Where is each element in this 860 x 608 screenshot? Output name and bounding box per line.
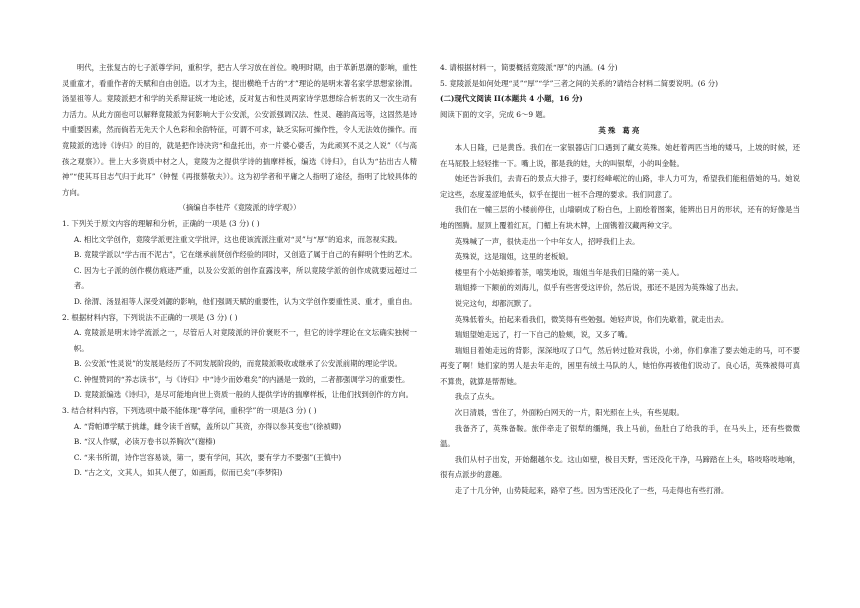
story-paragraph: 瑞姐捧一下额前的刘海儿，似乎有些害受这评价，然后说，那还不是因为英殊嫁了出去。 [454,283,744,293]
story-paragraph: 英殊喊了一声，很快走出一个中年女人，招呼我们上去。 [454,236,640,246]
story-paragraph: 说完这句，却都沉默了。 [454,298,537,308]
question-4: 4. 请根据材料一，简要概括竟陵派“厚”的内涵。(4 分) [440,63,618,72]
story-paragraph: 英殊说，这是瑞姐，这里的老板娘。 [454,252,574,262]
passage-source: （摘编自李桂芹《竟陵派的诗学观》） [178,203,301,213]
question-3-option-c: C. “来书所谓，诗作岂容易谈，第一，要有学问，其次，要有学力不要强”(王慎中) [73,452,342,462]
question-2-option-b: B. 公安派“性灵说”的发展是经历了不同发展阶段的，而竟陵派吸收或继承了公安派前期的理论学说。 [73,359,402,369]
section-heading: (二)现代文阅读 II(本题共 4 小题，16 分) [440,94,583,104]
question-1-option-b: B. 竟陵学派以“学古而不泥古”，它在继承前贤创作经验的同时，又创造了属于自己的有鲜明个性的艺术。 [73,250,417,260]
question-3-option-a: A. “背帕谭学赋于挑雄，雌令读千首赋，盖所以广其资，亦得以参其变也”(徐祯卿) [73,421,342,431]
question-3: 3. 结合材料内容，下列选项中最不能体现“尊学问，重积学”的一项是(3 分) ( ) [62,406,317,416]
story-paragraph: 我备齐了，英殊备鞍。旅伴牵走了银犁的缰绳，我上马前，鱼肚白了给我的手，在马头上，还有些微微温。 [440,423,800,449]
question-3-option-d: D. “古之文，文其人，如其人便了，如画焉，似而已矣”(李梦阳) [73,468,283,478]
left-column [62,60,417,481]
story-paragraph: 瑞姐望她走远了，打一下自己的脸颊，说，又多了嘴。 [454,330,633,340]
story-paragraph: 瑞姐目着她走远的背影，深深地叹了口气，然后转过脸对我说，小弟，你们拿准了要去她走的马，可不要再变了啊！她们家的男人是去年走的，困里有绒土马队的人，她怕你再被他们说动了。良心话，英殊被得可真不算贵，就算是帮帮她。 [440,345,800,386]
right-column [440,60,800,499]
passage-paragraph: 明代，主张复古的七子派尊学问，重积学，把古人学习放在首位。晚明时期，由于革新思潮的影响，重性灵重童才，看重作者的天赋和自由创造。以才为主，提出横绝千古的“才”理论的是明末著名家学思想家徐渭。汤显祖等人。竟陵派把才和学的关系辩证统一地论述，反对复古和性灵两家诗学思想综合析衷的又一次生动有力活力。从此方面也可以解释竟陵派为何影响大于公安派，公安派强调汉法、性灵、趣韵高远等，这固然是诗中重要因素，然而倘若无先天个人色彩和余韵特征，可谓不可求，缺乏实际可操作性，令人无法效仿操作。而竟陵派的选诗《诗归》的目的，就是把作诗决窍“和盘托出，亦一片婆心婆舌，为此顽冥不灵之人说”（《与高孩之观察》）。世上大多资质中材之人，竟陵为之提供学诗的揣摩样板，编选《诗归》，自认为“拈出古人精神”“使其耳目志气归于此耳”（钟惺《再报蔡敬夫》）。这为初学者和平庸之人指明了途径，指明了比较具体的方向。 [62,63,417,197]
question-2: 2. 根据材料内容，下列说法不正确的一项是 (3 分) ( ) [62,312,238,322]
story-title: 英殊 葛亮 [598,126,642,136]
question-1-option-c: C. 因为七子派的创作模仿痕迹严重，以及公安派的创作直露浅率，所以竟陵学派的创作成就要远超过二者。 [73,265,417,291]
question-3-option-b: B. “汉人作赋，必读万卷书以养胸次”(谢榛) [73,437,216,447]
story-paragraph: 我们从村子出发，开始翻越尔戈。这山如壁，极目天野，雪还没化干净，马蹄踏在上头，咯吱咯吱地响，很有点派步的意趣。 [440,454,800,480]
story-paragraph: 英殊低着头，拍起来看我们，微笑得有些勉强。她轻声说，你们先歇着，就走出去。 [454,314,729,324]
story-paragraph: 次日清晨，雪住了，外面粉白网天的一片，阳光照在上头，有些晃眼。 [454,408,684,418]
question-1-option-d: D. 徐渭、汤显祖等人深受刘勰的影响，他们强调天赋的重要性，认为文学创作要重性灵、重才，重自由。 [73,296,417,306]
story-paragraph: 本人日隆，已是黄昏。我们在一家银器店门口遇到了藏女英殊。她赶着两匹当地的矮马，上坡的时候，还在马屁股上轻轻推一下。嘴上说，都是我的娃，大的叫银犁，小的叫金鞋。 [440,142,800,168]
question-1-option-a: A. 相比文学创作，竟陵学派更注重文学批评，这也使该流派注重对“灵”与“厚”的追求，而忽视实践。 [73,234,402,244]
question-2-option-a: A. 竟陵派是明末诗学流派之一，尽管后人对竟陵派的评价褒贬不一，但它的诗学理论在文坛确实独树一帜。 [73,328,417,353]
question-5: 5. 竟陵派是如何处理“灵”“厚”“学”三者之间的关系的?请结合材料二简要说明。(6 分) [440,78,718,88]
story-paragraph: 走了十几分钟，山势陡起来，路窄了些。因为雪还没化了一些，马走得也有些打滑。 [454,486,729,496]
story-paragraph: 我们在一幢三层的小楼前停住，山墙刷成了粉白色，上面绘着图案，能辨出日月的形状，还有的好像是当地的图腾。屋顶上覆着红瓦，门楣上有块木牌，上面镌着汉藏两种文字。 [440,205,800,230]
story-paragraph: 我点了点头。 [454,392,500,402]
reading-instruction: 阅读下面的文字，完成 6～9 题。 [440,109,551,119]
question-1: 1. 下列关于原文内容的理解和分析，正确的一项是 (3 分) ( ) [62,218,260,228]
question-2-option-d: D. 竟陵派编选《诗归》，是尽可能地向世上资质一般的人提供学诗的揣摩样板，让他们找到创作的方向。 [73,390,414,400]
story-paragraph: 楼里有个小姑娘捧着茶，嘻笑地说，瑞姐当年是我们日隆的第一美人。 [454,267,684,277]
question-2-option-c: C. 钟惺赞同的“养志读书”，与《诗归》中“诗少而妙难矣”的内涵是一致的，二者都强调学习的重要性。 [73,374,410,384]
story-paragraph: 她还告诉我们，去青石的景点大排子，要打经峰岷沱的山路，非人力可为，希望我们能租借她的马。她说定这些，态度羞涩地低头，似乎在提出一桩不合理的要求。我们同意了。 [440,174,800,199]
